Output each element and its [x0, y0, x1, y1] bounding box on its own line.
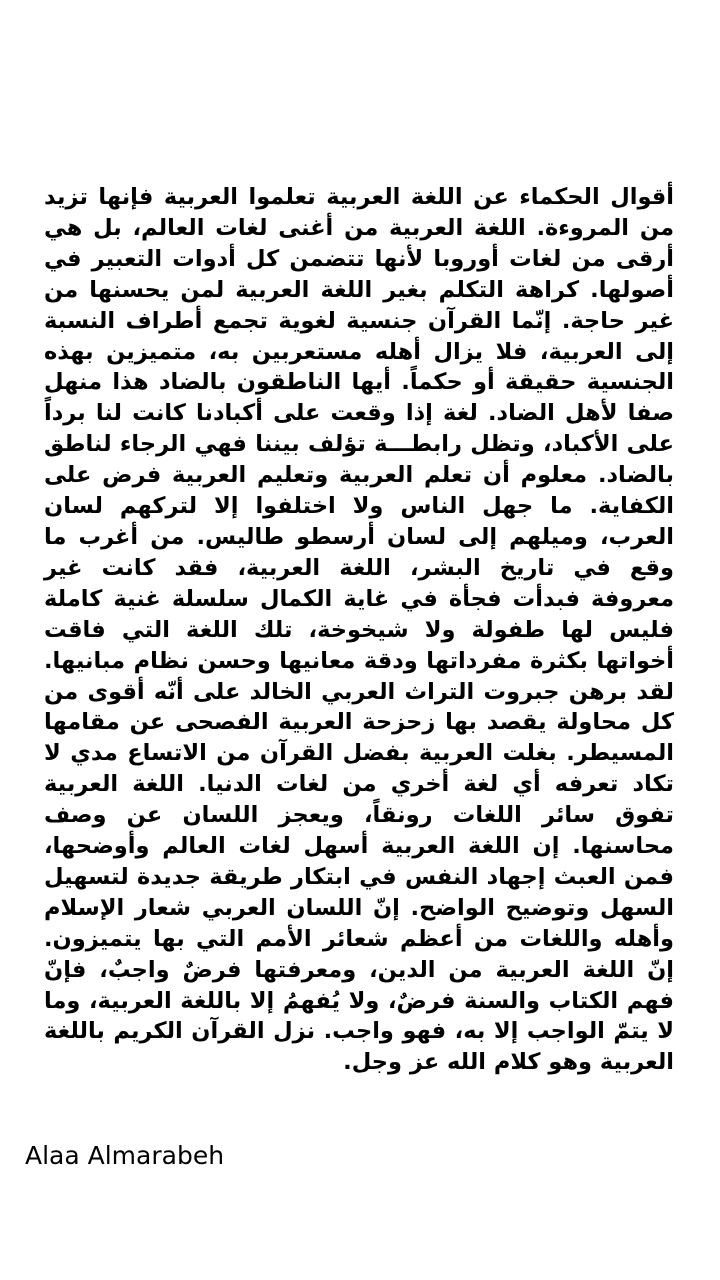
author-signature: Alaa Almarabeh [25, 1141, 225, 1170]
article-text: أقوال الحكماء عن اللغة العربية تعلموا العربية فإنها تزيد من المروءة. اللغة العربية من أغنى لغات العالم، بل هي أرقى من لغات أوروبا لأنها تتضمن كل أدوات التعبير في أصولها. كراهة التكلم بغير اللغة العربية لمن يحسنها من غير حاجة. إنّما القرآن جنسية لغوية تجمع أطراف النسبة إلى العربية، فلا يزال أهله مستعربين به، متميزين بهذه الجنسية حقيقة أو حكماً. أيها الناطقون بالضاد هذا منهل صفا لأهل الضاد. لغة إذا وقعت على أكبادنا كانت لنا برداً على الأكباد، وتظل رابطـــة تؤلف بيننا فهي الرجاء لناطق بالضاد. معلوم أن تعلم العربية وتعليم العربية فرض على الكفاية. ما جهل الناس ولا اختلفوا إلا لتركهم لسان العرب، وميلهم إلى لسان أرسطو طاليس. من أغرب ما وقع في تاريخ البشر، اللغة العربية، فقد كانت غير معروفة فبدأت فجأة في غاية الكمال سلسلة غنية كاملة فليس لها طفولة ولا شيخوخة، تلك اللغة التي فاقت أخواتها بكثرة مفرداتها ودقة معانيها وحسن نظام مبانيها. لقد برهن جبروت التراث العربي الخالد على أنّه أقوى من كل محاولة يقصد بها زحزحة العربية الفصحى عن مقامها المسيطر. بغلت العربية بفضل القرآن من الاتساع مدي لا تكاد تعرفه أي لغة أخري من لغات الدنيا. اللغة العربية تفوق سائر اللغات رونقاً، ويعجز اللسان عن وصف محاسنها. إن اللغة العربية أسهل لغات العالم وأوضحها، فمن العبث إجهاد النفس في ابتكار طريقة جديدة لتسهيل السهل وتوضيح الواضح. إنّ اللسان العربي شعار الإسلام وأهله واللغات من أعظم شعائر الأمم التي بها يتميزون. إنّ اللغة العربية من الدين، ومعرفتها فرضٌ واجبٌ، فإنّ فهم الكتاب والسنة فرضٌ، ولا يُفهمُ إلا باللغة العربية، وما لا يتمّ الواجب إلا به، فهو واجب. نزل القرآن الكريم باللغة العربية وهو كلام الله عز وجل. [44, 184, 674, 1076]
